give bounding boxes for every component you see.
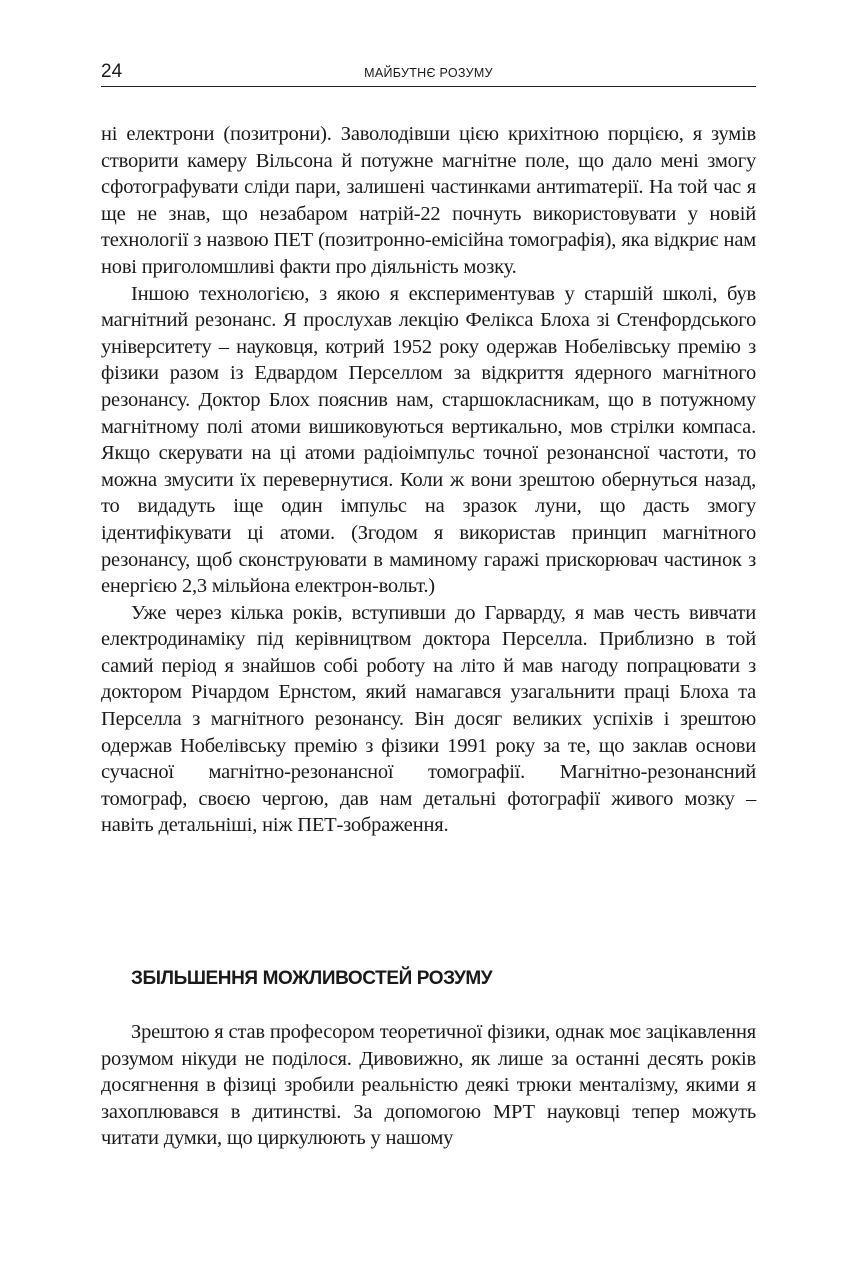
paragraph: Іншою технологією, з якою я експериментував у старшій школі, був магнітний резонанс. Я прослухав лекцію Фелікса Блоха зі Стенфордського університету – науковця, котрий 1952 року одержав Нобелівську премію з фізики разом із Едвардом Перселлом за відкриття ядерного магнітного резонансу. Доктор Блох пояснив нам, старшокласникам, що в потужному магнітному полі атоми вишиковуються вертикально, мов стрілки компаса. Якщо скерувати на ці атоми радіоімпульс точної резонансної частоти, то можна змусити їх перевернутися. Коли ж вони зрештою обернуться назад, то видадуть іще один імпульс на зразок луни, що дасть змогу ідентифікувати ці атоми. (Згодом я використав принцип магнітного резонансу, щоб сконструювати в маминому гаражі прискорювач частинок з енергією 2,3 мільйона електрон-вольт.) [101,282,756,598]
running-title: МАЙБУТНЄ РОЗУМУ [364,66,493,80]
paragraph: Зрештою я став професором теоретичної фізики, однак моє зацікавлення розумом нікуди не поділося. Дивовижно, як лише за останні десять років досягнення в фізиці зробили реальністю деякі трюки менталізму, якими я захоплювався в дитинстві. За допомогою МРТ науковці тепер можуть читати думки, що циркулюють у нашому [101,1021,756,1150]
main-text [101,121,756,839]
paragraph: Уже через кілька років, вступивши до Гарварду, я мав честь вивчати електродинаміку під керівництвом доктора Перселла. Приблизно в той самий період я знайшов собі роботу на літо й мав нагоду попрацювати з доктором Річардом Ернстом, який намагався узагальнити праці Блоха та Перселла з магнітного резонансу. Він досяг великих успіхів і зрештою одержав Нобелівську премію з фізики 1991 року за те, що заклав основи сучасної магнітно-резонансної томографії. Магнітно-резонансний томограф, своєю чергою, дав нам детальні фотографії живого мозку – навіть детальніші, ніж ПЕТ-зображення. [101,601,756,837]
section-heading: ЗБІЛЬШЕННЯ МОЖЛИВОСТЕЙ РОЗУМУ [131,968,493,989]
paragraph-continued: ні електрони (позитрони). Заволодівши цією крихітною порцією, я зумів створити камеру Вільсона й потужне магнітне поле, що дало мені змогу сфотографувати сліди пари, залишені частинками антиmатерії. На той час я ще не знав, що незабаром натрій-22 почнуть використовувати у новій технології з назвою ПЕТ (позитронно-емісійна томографія), яка відкриє нам нові приголомшливі факти про діяльність мозку. [101,123,756,278]
running-head [101,60,756,87]
section-text [101,1019,756,1152]
page-number: 24 [101,61,123,82]
